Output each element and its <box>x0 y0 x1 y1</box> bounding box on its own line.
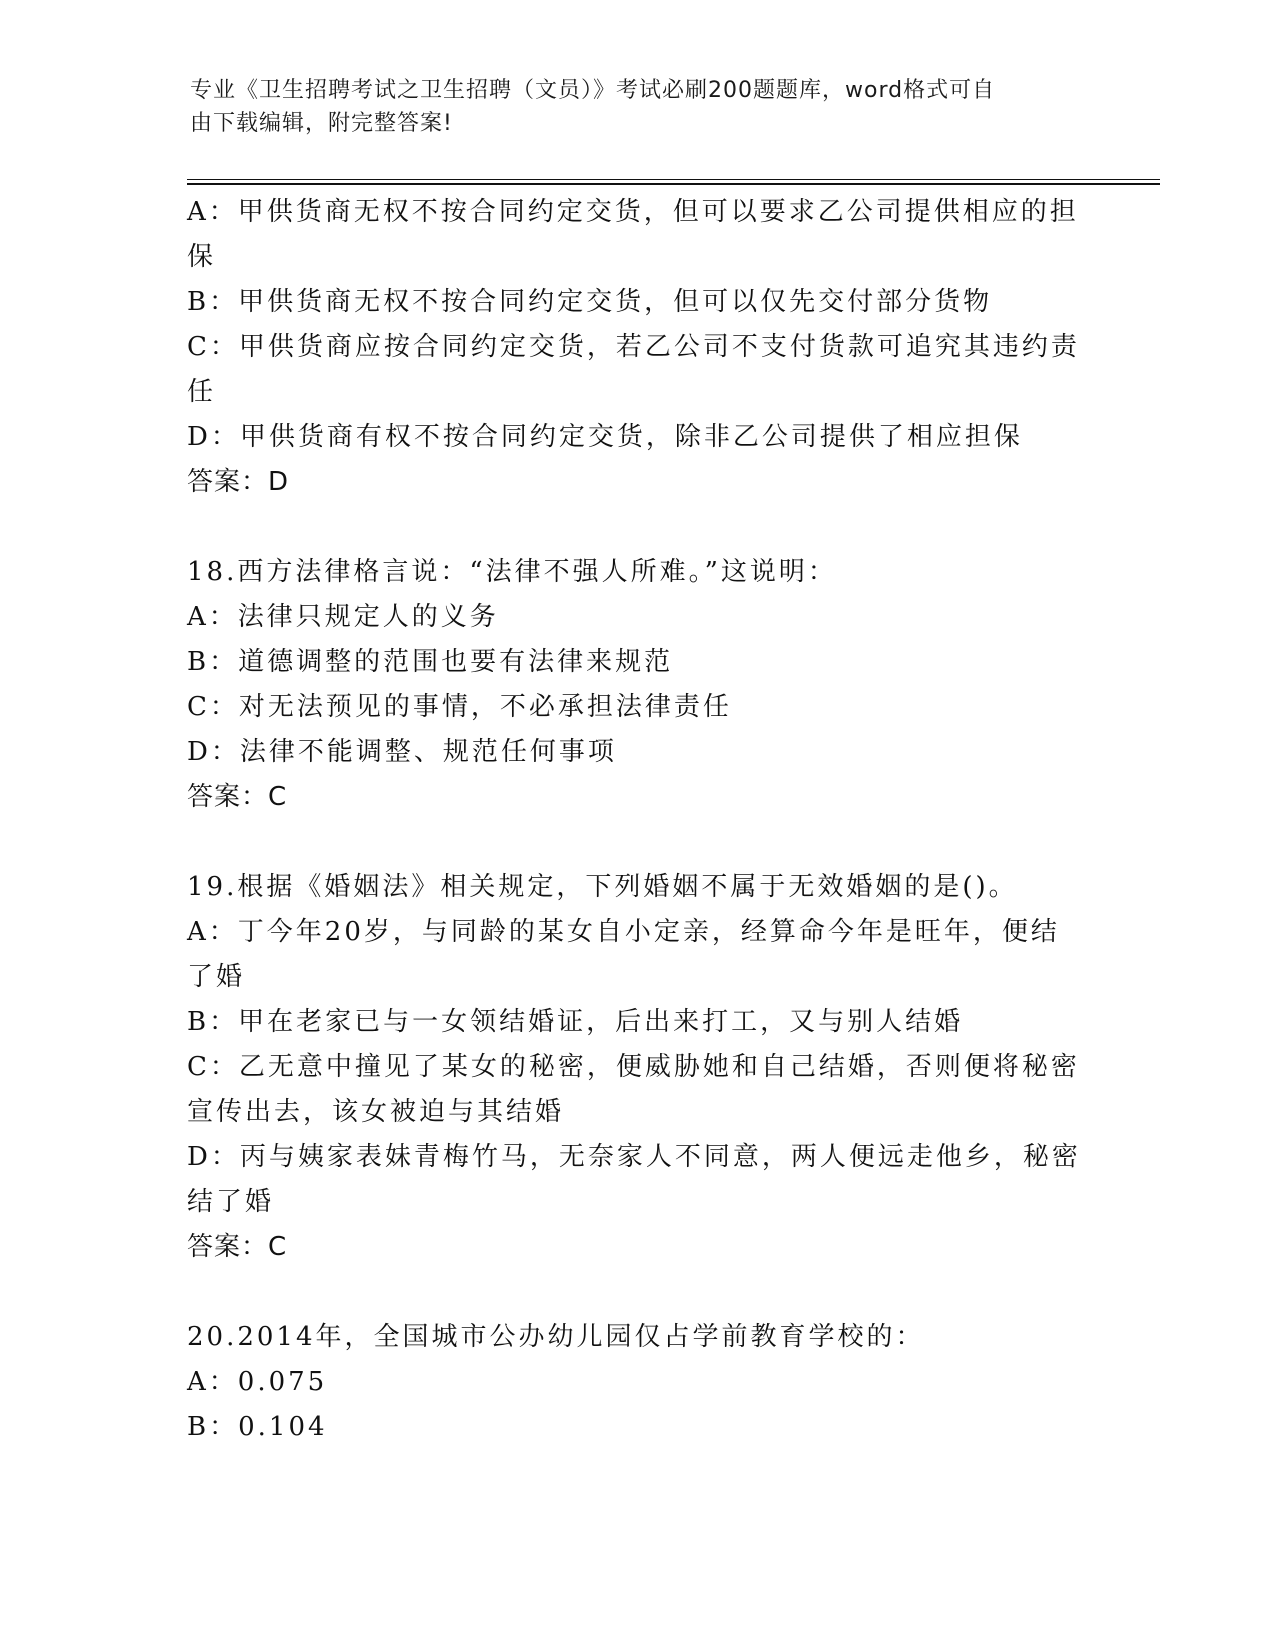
spacer <box>187 505 1087 550</box>
q19-stem: 19.根据《婚姻法》相关规定，下列婚姻不属于无效婚姻的是()。 <box>187 872 1018 902</box>
question-20 <box>187 1315 1087 1450</box>
q17-answer: 答案：D <box>187 467 290 497</box>
spacer <box>187 1270 1087 1315</box>
question-19 <box>187 865 1087 1270</box>
q19-option-d-line-1: D：丙与姨家表妹青梅竹马，无奈家人不同意，两人便远走他乡，秘密 <box>187 1142 1081 1172</box>
q19-option-a-line-2: 了婚 <box>187 962 246 992</box>
q19-option-c-line-1: C：乙无意中撞见了某女的秘密，便威胁她和自己结婚，否则便将秘密 <box>187 1052 1080 1082</box>
header-line-2: 由下载编辑，附完整答案! <box>190 111 453 136</box>
q20-option-a: A：0.075 <box>187 1367 328 1397</box>
q17-option-c-line-2: 任 <box>187 377 217 407</box>
header-line-1: 专业《卫生招聘考试之卫生招聘（文员）》考试必刷200题题库，word格式可自 <box>190 78 996 103</box>
q19-option-c-line-2: 宣传出去，该女被迫与其结婚 <box>187 1097 565 1127</box>
q18-option-b: B：道德调整的范围也要有法律来规范 <box>187 647 674 677</box>
question-17 <box>187 190 1087 505</box>
q20-stem: 20.2014年，全国城市公办幼儿园仅占学前教育学校的： <box>187 1322 925 1352</box>
q18-option-c: C：对无法预见的事情，不必承担法律责任 <box>187 692 732 722</box>
spacer <box>187 820 1087 865</box>
q17-option-c-line-1: C：甲供货商应按合同约定交货，若乙公司不支付货款可追究其违约责 <box>187 332 1080 362</box>
q18-answer: 答案：C <box>187 782 288 812</box>
q20-option-b: B：0.104 <box>187 1412 328 1442</box>
q17-option-a-line-1: A：甲供货商无权不按合同约定交货，但可以要求乙公司提供相应的担 <box>187 197 1079 227</box>
q18-stem: 18.西方法律格言说：“法律不强人所难。”这说明： <box>187 557 837 587</box>
q19-option-d-line-2: 结了婚 <box>187 1187 275 1217</box>
q17-option-a-line-2: 保 <box>187 242 217 272</box>
q19-option-b: B：甲在老家已与一女领结婚证，后出来打工，又与别人结婚 <box>187 1007 964 1037</box>
q18-option-a: A：法律只规定人的义务 <box>187 602 499 632</box>
document-header <box>190 74 1090 140</box>
q17-option-d: D：甲供货商有权不按合同约定交货，除非乙公司提供了相应担保 <box>187 422 1023 452</box>
q19-answer: 答案：C <box>187 1232 288 1262</box>
header-divider-thick <box>187 183 1160 185</box>
question-content <box>187 190 1087 1450</box>
header-divider-thin <box>187 179 1160 180</box>
q18-option-d: D：法律不能调整、规范任何事项 <box>187 737 617 767</box>
question-18 <box>187 550 1087 820</box>
q19-option-a-line-1: A：丁今年20岁，与同龄的某女自小定亲，经算命今年是旺年，便结 <box>187 917 1060 947</box>
q17-option-b: B：甲供货商无权不按合同约定交货，但可以仅先交付部分货物 <box>187 287 993 317</box>
